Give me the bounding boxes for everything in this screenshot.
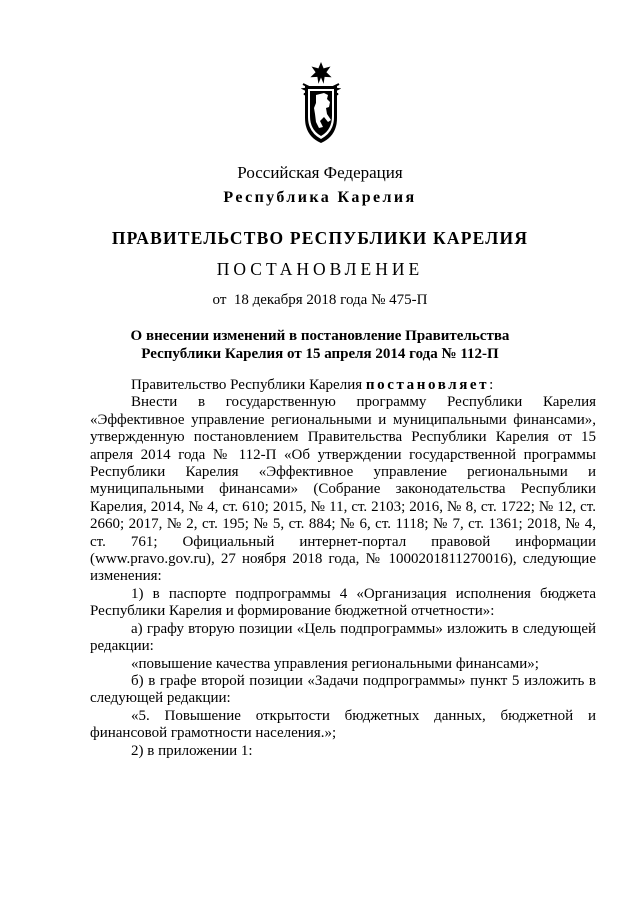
preamble-verb: постановляет: [365, 377, 490, 393]
republic-name: Республика Карелия: [223, 189, 417, 206]
document-type: ПОСТАНОВЛЕНИЕ: [216, 259, 424, 279]
document-title-line-2: Республики Карелия от 15 апреля 2014 года № 112-П: [141, 346, 499, 362]
preamble-colon: :: [489, 377, 494, 393]
paragraph-item-1a: а) графу вторую позиции «Цель подпрограммы» изложить в следующей редакции:: [90, 620, 596, 655]
paragraph-item-1b: б) в графе второй позиции «Задачи подпрограммы» пункт 5 изложить в следующей редакции:: [90, 672, 596, 707]
document-title-line-1: О внесении изменений в постановление Правительства: [130, 328, 510, 344]
date-number-line: от 18 декабря 2018 года № 475-П: [212, 292, 428, 308]
preamble-text: Правительство Республики Карелия: [131, 377, 366, 393]
paragraph-item-1: 1) в паспорте подпрограммы 4 «Организация исполнения бюджета Республики Карелия и формирование бюджетной отчетности»:: [90, 585, 596, 620]
country-name: Российская Федерация: [237, 163, 403, 182]
karelia-coat-of-arms-icon: [301, 62, 341, 144]
preamble: [90, 377, 596, 394]
paragraph-item-1a-text: «повышение качества управления региональными финансами»;: [131, 655, 539, 672]
document-body: [90, 377, 596, 760]
paragraph-main-change: Внести в государственную программу Республики Карелия «Эффективное управление региональными и муниципальными финансами», утвержденную постановлением Правительства Республики Карелия от 15 апреля 2014 года № 112-П «Об утверждении государственной программы Республики Карелия «Эффективное управление региональными и муниципальными финансами» (Собрание законодательства Республики Карелия, 2014, № 4, ст. 610; 2015, № 11, ст. 2103; 2016, № 8, ст. 1722; № 12, ст. 2660; 2017, № 2, ст. 195; № 5, ст. 884; № 6, ст. 1118; № 7, ст. 1361; 2018, № 4, ст. 761; Официальный интернет-портал правовой информации (www.pravo.gov.ru), 27 ноября 2018 года, № 1000201811270016), следующие изменения:: [90, 394, 596, 585]
paragraph-item-2: 2) в приложении 1:: [131, 742, 253, 759]
government-name: ПРАВИТЕЛЬСТВО РЕСПУБЛИКИ КАРЕЛИЯ: [111, 228, 529, 248]
paragraph-item-1b-text: «5. Повышение открытости бюджетных данных, бюджетной и финансовой грамотности населения.»;: [90, 707, 596, 742]
